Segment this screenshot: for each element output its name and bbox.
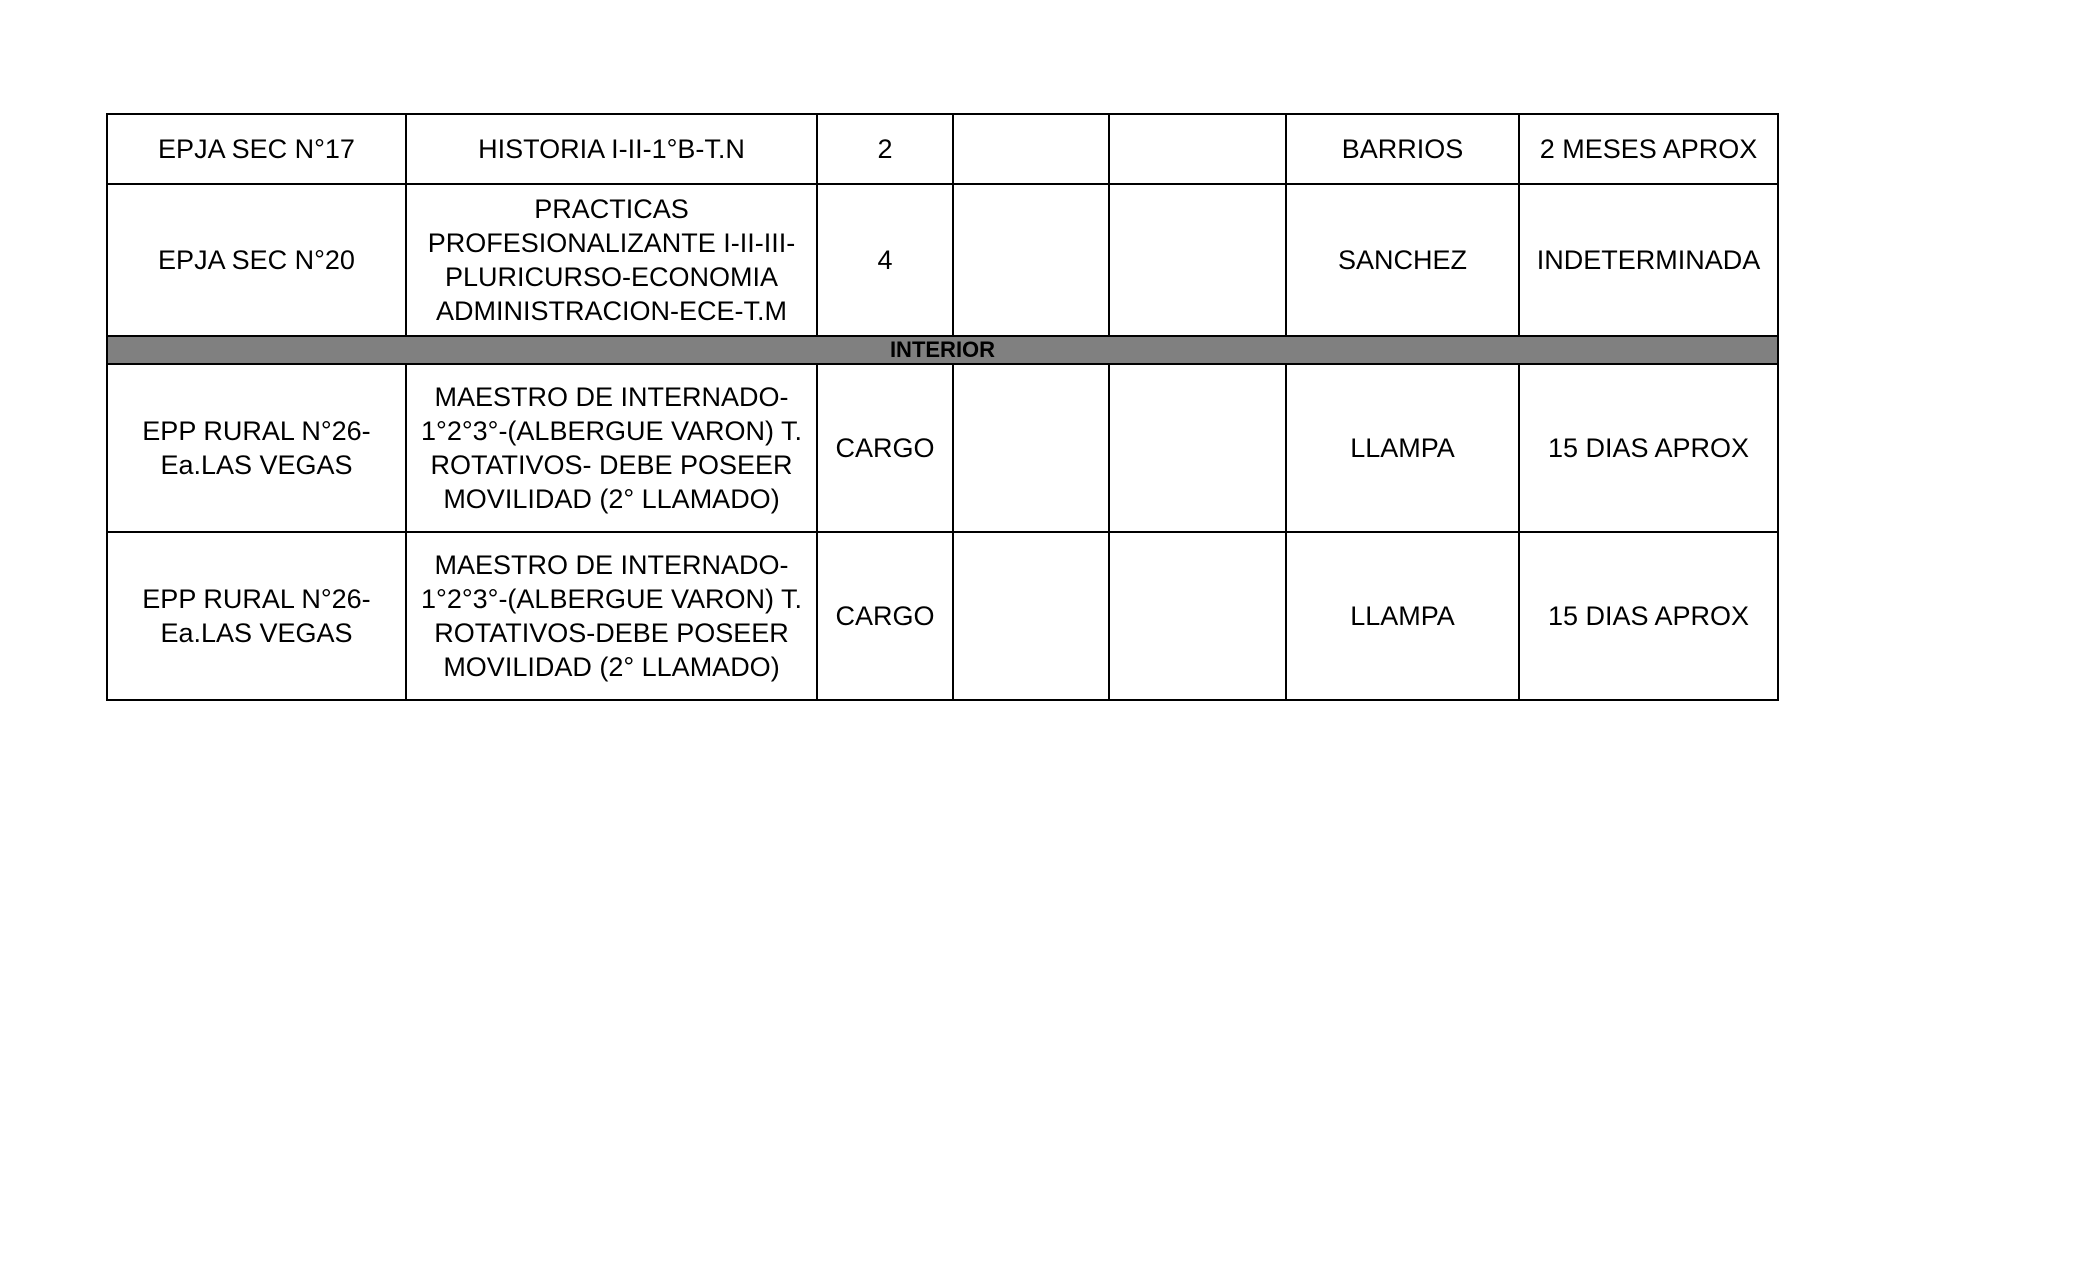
empty-cell — [1109, 364, 1286, 532]
hours-cell: 4 — [817, 184, 953, 336]
empty-cell — [1109, 184, 1286, 336]
empty-cell — [953, 114, 1109, 184]
vacancy-table — [106, 113, 1779, 701]
name-cell: SANCHEZ — [1286, 184, 1519, 336]
table-row — [107, 532, 1778, 700]
name-cell: LLAMPA — [1286, 364, 1519, 532]
hours-cell: CARGO — [817, 364, 953, 532]
empty-cell — [953, 364, 1109, 532]
subject-cell: MAESTRO DE INTERNADO- 1°2°3°-(ALBERGUE VARON) T. ROTATIVOS-DEBE POSEER MOVILIDAD (2° LLAMADO) — [406, 532, 817, 700]
table-row — [107, 364, 1778, 532]
empty-cell — [953, 184, 1109, 336]
hours-cell: 2 — [817, 114, 953, 184]
hours-cell: CARGO — [817, 532, 953, 700]
table-row — [107, 184, 1778, 336]
empty-cell — [1109, 114, 1286, 184]
duration-cell: 15 DIAS APROX — [1519, 364, 1778, 532]
name-cell: LLAMPA — [1286, 532, 1519, 700]
school-cell: EPP RURAL N°26- Ea.LAS VEGAS — [107, 532, 406, 700]
section-label: INTERIOR — [107, 336, 1778, 364]
subject-cell: PRACTICAS PROFESIONALIZANTE I-II-III- PLURICURSO-ECONOMIA ADMINISTRACION-ECE-T.M — [406, 184, 817, 336]
empty-cell — [1109, 532, 1286, 700]
duration-cell: 2 MESES APROX — [1519, 114, 1778, 184]
school-cell: EPP RURAL N°26- Ea.LAS VEGAS — [107, 364, 406, 532]
subject-cell: MAESTRO DE INTERNADO- 1°2°3°-(ALBERGUE VARON) T. ROTATIVOS- DEBE POSEER MOVILIDAD (2° LLAMADO) — [406, 364, 817, 532]
name-cell: BARRIOS — [1286, 114, 1519, 184]
school-cell: EPJA SEC N°17 — [107, 114, 406, 184]
table-row — [107, 114, 1778, 184]
duration-cell: INDETERMINADA — [1519, 184, 1778, 336]
school-cell: EPJA SEC N°20 — [107, 184, 406, 336]
duration-cell: 15 DIAS APROX — [1519, 532, 1778, 700]
section-header-row — [107, 336, 1778, 364]
subject-cell: HISTORIA I-II-1°B-T.N — [406, 114, 817, 184]
empty-cell — [953, 532, 1109, 700]
